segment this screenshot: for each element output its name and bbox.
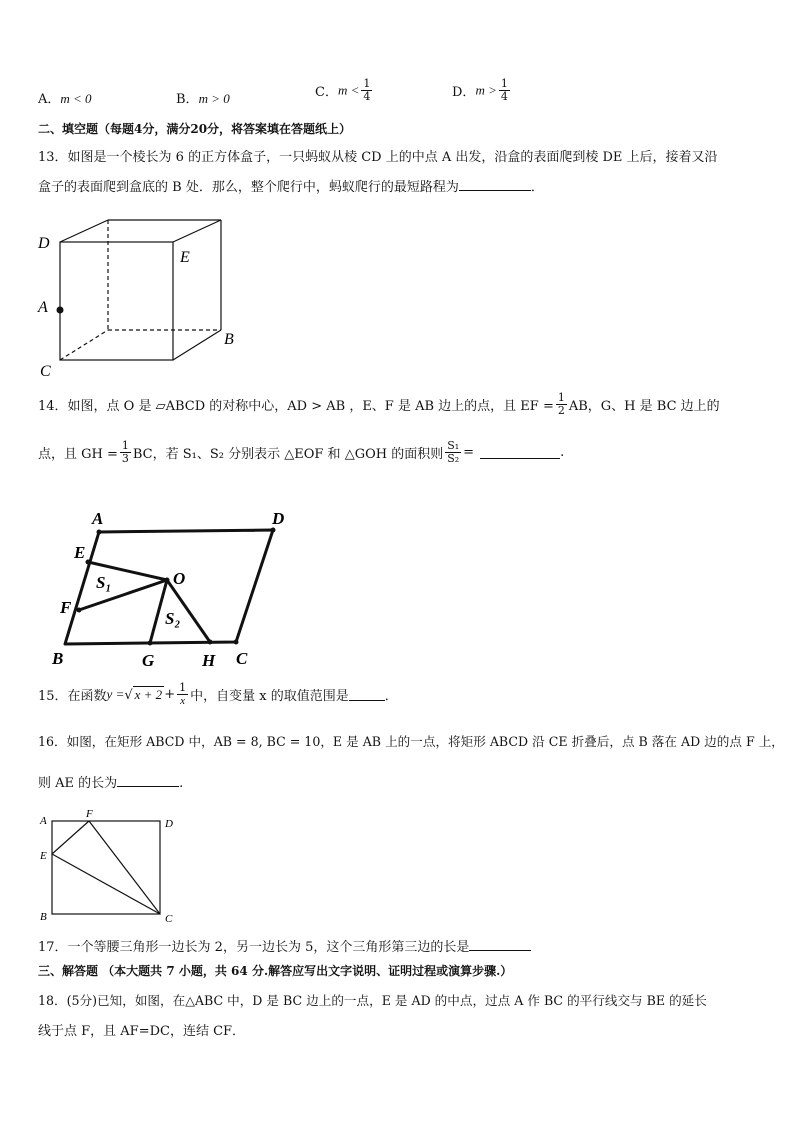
q15-func-y: y = (106, 686, 125, 702)
label-e: E (74, 543, 86, 562)
q15-sqrt-body: x + 2 (134, 686, 163, 702)
q14-answer-blank (480, 446, 560, 459)
option-d-fraction (499, 78, 510, 103)
option-d-num: 1 (500, 77, 508, 90)
label-o: O (173, 569, 186, 588)
q16-answer-blank (117, 774, 179, 787)
q14-line2-b: BC，若 S₁、S₂ 分别表示 △EOF 和 △GOH 的面积则 (132, 447, 444, 462)
cube-front-face (60, 242, 173, 360)
q13-line2-text: 盒子的表面爬到盒底的 B 处．那么，整个爬行中，蚂蚁爬行的最短路程为 (38, 180, 459, 195)
label-b: B (224, 331, 234, 348)
label-a: A (92, 509, 104, 528)
label-s2: S₂ (165, 609, 181, 628)
label-b: B (40, 911, 47, 923)
option-c-fraction (361, 78, 372, 103)
parallelogram-figure (40, 500, 300, 672)
option-a-label: A． (38, 92, 61, 107)
q14-line1-a: 14．如图，点 O 是 ▱ABCD 的对称中心，AD > AB ，E、F 是 AB 边上的点，且 EF = (38, 399, 554, 414)
q15-frac-den: x (180, 695, 186, 707)
label-c: C (236, 649, 248, 668)
rectangle-abcd (52, 821, 160, 914)
label-a: A (38, 299, 48, 316)
q18-line2: 线于点 F，且 AF=DC，连结 CF． (38, 1024, 246, 1039)
label-h: H (202, 651, 216, 670)
q14-line1-b: AB，G、H 是 BC 边上的 (568, 399, 720, 414)
label-d: D (38, 235, 50, 252)
label-f: F (86, 808, 93, 820)
option-c-num: 1 (363, 77, 371, 90)
q14-frac1-num: 1 (557, 391, 565, 404)
q13-line1: 13．如图是一个棱长为 6 的正方体盒子，一只蚂蚁从棱 CD 上的中点 A 出发，沿盒的表面爬到棱 DE 上后，接着又沿 (38, 150, 718, 165)
option-c-expr: m < (337, 82, 360, 98)
cube-edge (173, 330, 221, 360)
q16-line2-text: 则 AE 的长为 (38, 776, 118, 791)
q14-line2 (38, 440, 564, 465)
option-b (176, 88, 230, 107)
q15-answer-blank (349, 688, 385, 701)
q14-frac2 (120, 440, 131, 465)
option-b-label: B． (176, 92, 199, 107)
q14-frac1 (556, 392, 567, 417)
segment-ec (52, 854, 160, 914)
label-a: A (40, 815, 47, 827)
section3-heading: 三、解答题 （本大题共 7 小题，共 64 分.解答应写出文字说明、证明过程或演算步骤.） (38, 964, 513, 978)
q16-line2 (38, 772, 183, 791)
q14-line2-eq: = (463, 445, 475, 460)
option-d-label: D． (452, 85, 476, 100)
option-b-expr: m > 0 (198, 91, 230, 106)
label-c: C (165, 913, 173, 925)
option-c-label: C． (315, 85, 338, 100)
label-d: D (272, 509, 285, 528)
q18-line1: 18．(5分)已知，如图，在△ABC 中，D 是 BC 边上的一点，E 是 AD 的中点，过点 A 作 BC 的平行线交与 BE 的延长 (38, 993, 707, 1008)
q14-line2-end: . (560, 445, 565, 460)
q17-text: 17．一个等腰三角形一边长为 2，另一边长为 5，这个三角形第三边的长是 (38, 940, 470, 955)
q13-line2-end: ． (530, 180, 544, 195)
option-d (452, 78, 512, 103)
label-g: G (142, 651, 155, 670)
q14-frac2-num: 1 (121, 439, 129, 452)
q14-frac2-den: 3 (121, 452, 129, 465)
q15-line (38, 682, 398, 707)
cube-edge (60, 220, 108, 242)
cube-hidden-edge (60, 330, 108, 360)
option-c-den: 4 (363, 90, 371, 103)
cube-edge (173, 220, 221, 242)
section2-heading: 二、填空题（每题4分，满分20分，将答案填在答题纸上） (38, 122, 352, 136)
label-e: E (40, 850, 47, 862)
q14-frac3-den: S₂ (447, 452, 460, 465)
q14-frac1-den: 2 (557, 404, 565, 417)
q15-suffix: 中，自变量 x 的取值范围是 (190, 689, 349, 704)
q13-line2 (38, 176, 544, 195)
q14-frac3 (445, 440, 461, 465)
label-b: B (52, 649, 64, 668)
q14-line2-a: 点，且 GH = (38, 447, 118, 462)
rectangle-fold-figure (36, 806, 186, 926)
option-a-expr: m < 0 (60, 91, 92, 106)
q14-line1 (38, 392, 720, 417)
label-f: F (60, 598, 72, 617)
q15-sqrt: √ x + 2 (124, 686, 163, 703)
q17-answer-blank (469, 938, 531, 951)
q16-line2-end: . (179, 776, 184, 791)
q14-frac3-num: S₁ (447, 439, 460, 452)
option-d-expr: m > (475, 82, 497, 98)
option-c (315, 78, 374, 103)
q17-line (38, 936, 531, 955)
q13-answer-blank (459, 178, 531, 191)
option-d-den: 4 (500, 90, 508, 103)
label-d: D (165, 818, 173, 830)
label-s1: S₁ (96, 573, 112, 592)
label-e: E (180, 249, 190, 266)
q15-plus: + (164, 687, 176, 702)
segment-ef (52, 821, 89, 854)
point-a-dot (57, 307, 64, 314)
q15-frac (177, 682, 188, 707)
q15-prefix: 15．在函数 (38, 689, 107, 704)
cube-figure (30, 210, 260, 385)
triangle-eof (79, 562, 167, 610)
q15-frac-num: 1 (179, 681, 187, 694)
q15-end: ． (384, 689, 398, 704)
option-a (38, 88, 92, 107)
label-c: C (40, 363, 51, 380)
segment-fc (89, 821, 160, 914)
q16-line1: 16．如图，在矩形 ABCD 中，AB = 8, BC = 10，E 是 AB 上的一点，将矩形 ABCD 沿 CE 折叠后，点 B 落在 AD 边的点 F 上， (38, 734, 784, 749)
